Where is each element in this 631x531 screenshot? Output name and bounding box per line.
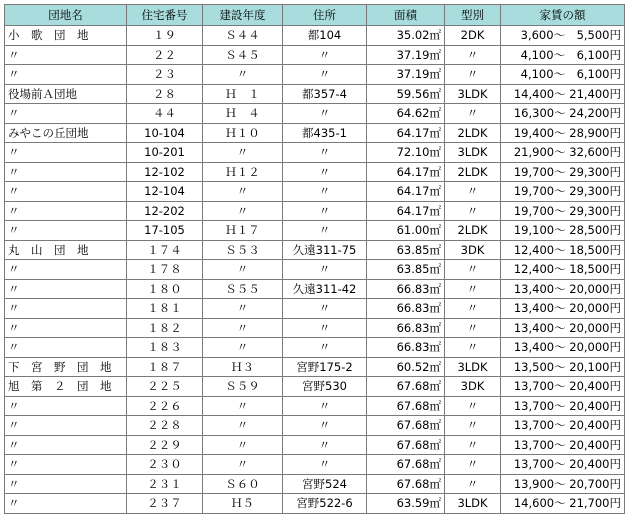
construction-year-cell: Ｓ４４ bbox=[203, 26, 283, 46]
construction-year-cell: 〃 bbox=[203, 416, 283, 436]
layout-type-cell: 〃 bbox=[445, 416, 501, 436]
unit-number-cell: 12-104 bbox=[127, 182, 203, 202]
unit-number-cell: ２３０ bbox=[127, 455, 203, 475]
floor-area-cell: 59.56㎡ bbox=[367, 84, 445, 104]
estate-name-cell: 〃 bbox=[5, 338, 127, 358]
floor-area-cell: 37.19㎡ bbox=[367, 45, 445, 65]
unit-number-cell: ２８ bbox=[127, 84, 203, 104]
unit-number-cell: １８７ bbox=[127, 357, 203, 377]
table-row bbox=[5, 182, 625, 202]
table-row bbox=[5, 416, 625, 436]
rent-amount-cell: 13,400～ 20,000円 bbox=[501, 279, 625, 299]
layout-type-cell: 3LDK bbox=[445, 494, 501, 514]
unit-number-cell: ４４ bbox=[127, 104, 203, 124]
rent-amount-cell: 13,400～ 20,000円 bbox=[501, 318, 625, 338]
floor-area-cell: 61.00㎡ bbox=[367, 221, 445, 241]
table-row bbox=[5, 318, 625, 338]
rent-amount-cell: 16,300～ 24,200円 bbox=[501, 104, 625, 124]
table-row bbox=[5, 260, 625, 280]
rent-amount-cell: 19,700～ 29,300円 bbox=[501, 182, 625, 202]
construction-year-cell: Ｈ１２ bbox=[203, 162, 283, 182]
construction-year-cell: Ｈ１７ bbox=[203, 221, 283, 241]
unit-number-cell: 12-202 bbox=[127, 201, 203, 221]
floor-area-cell: 64.17㎡ bbox=[367, 201, 445, 221]
rent-amount-cell: 13,700～ 20,400円 bbox=[501, 396, 625, 416]
floor-area-cell: 66.83㎡ bbox=[367, 318, 445, 338]
estate-name-cell: 〃 bbox=[5, 260, 127, 280]
unit-number-cell: ２２８ bbox=[127, 416, 203, 436]
floor-area-cell: 72.10㎡ bbox=[367, 143, 445, 163]
unit-number-cell: １８２ bbox=[127, 318, 203, 338]
layout-type-cell: 3DK bbox=[445, 377, 501, 397]
unit-number-cell: ２３７ bbox=[127, 494, 203, 514]
address-cell: 宮野175-2 bbox=[283, 357, 367, 377]
address-cell: 宮野530 bbox=[283, 377, 367, 397]
unit-number-cell: １８０ bbox=[127, 279, 203, 299]
address-cell: 〃 bbox=[283, 435, 367, 455]
construction-year-cell: 〃 bbox=[203, 299, 283, 319]
rent-amount-cell: 13,400～ 20,000円 bbox=[501, 338, 625, 358]
layout-type-cell: 3DK bbox=[445, 240, 501, 260]
table-row bbox=[5, 201, 625, 221]
construction-year-cell: Ｈ５ bbox=[203, 494, 283, 514]
estate-name-cell: 〃 bbox=[5, 416, 127, 436]
unit-number-cell: ２２９ bbox=[127, 435, 203, 455]
layout-type-cell: 2DK bbox=[445, 26, 501, 46]
table-row bbox=[5, 299, 625, 319]
layout-type-cell: 〃 bbox=[445, 338, 501, 358]
header-construction-year: 建設年度 bbox=[203, 5, 283, 26]
rent-amount-cell: 19,100～ 28,500円 bbox=[501, 221, 625, 241]
address-cell: 〃 bbox=[283, 162, 367, 182]
unit-number-cell: 10-104 bbox=[127, 123, 203, 143]
unit-number-cell: １７８ bbox=[127, 260, 203, 280]
table-row bbox=[5, 240, 625, 260]
unit-number-cell: ２３１ bbox=[127, 474, 203, 494]
unit-number-cell: 17-105 bbox=[127, 221, 203, 241]
housing-table-container bbox=[4, 4, 625, 514]
layout-type-cell: 〃 bbox=[445, 396, 501, 416]
header-row bbox=[5, 5, 625, 26]
construction-year-cell: Ｓ５９ bbox=[203, 377, 283, 397]
floor-area-cell: 64.17㎡ bbox=[367, 123, 445, 143]
construction-year-cell: 〃 bbox=[203, 65, 283, 85]
construction-year-cell: Ｈ ４ bbox=[203, 104, 283, 124]
construction-year-cell: Ｓ４５ bbox=[203, 45, 283, 65]
unit-number-cell: ２３ bbox=[127, 65, 203, 85]
unit-number-cell: １８３ bbox=[127, 338, 203, 358]
address-cell: 〃 bbox=[283, 221, 367, 241]
construction-year-cell: 〃 bbox=[203, 455, 283, 475]
floor-area-cell: 66.83㎡ bbox=[367, 279, 445, 299]
table-row bbox=[5, 435, 625, 455]
unit-number-cell: ２２ bbox=[127, 45, 203, 65]
address-cell: 都357-4 bbox=[283, 84, 367, 104]
address-cell: 宮野524 bbox=[283, 474, 367, 494]
rent-amount-cell: 19,700～ 29,300円 bbox=[501, 162, 625, 182]
floor-area-cell: 66.83㎡ bbox=[367, 338, 445, 358]
header-floor-area: 面積 bbox=[367, 5, 445, 26]
estate-name-cell: 〃 bbox=[5, 435, 127, 455]
table-row bbox=[5, 104, 625, 124]
rent-amount-cell: 21,900～ 32,600円 bbox=[501, 143, 625, 163]
construction-year-cell: 〃 bbox=[203, 318, 283, 338]
layout-type-cell: 〃 bbox=[445, 299, 501, 319]
table-row bbox=[5, 279, 625, 299]
estate-name-cell: 〃 bbox=[5, 182, 127, 202]
rent-amount-cell: 13,700～ 20,400円 bbox=[501, 377, 625, 397]
floor-area-cell: 37.19㎡ bbox=[367, 65, 445, 85]
construction-year-cell: 〃 bbox=[203, 260, 283, 280]
housing-rent-table bbox=[4, 4, 625, 514]
unit-number-cell: ２２６ bbox=[127, 396, 203, 416]
address-cell: 都104 bbox=[283, 26, 367, 46]
table-row bbox=[5, 65, 625, 85]
address-cell: 〃 bbox=[283, 455, 367, 475]
header-layout-type: 型別 bbox=[445, 5, 501, 26]
estate-name-cell: 〃 bbox=[5, 221, 127, 241]
construction-year-cell: 〃 bbox=[203, 435, 283, 455]
unit-number-cell: １８１ bbox=[127, 299, 203, 319]
rent-amount-cell: 4,100～ 6,100円 bbox=[501, 45, 625, 65]
unit-number-cell: 12-102 bbox=[127, 162, 203, 182]
rent-amount-cell: 4,100～ 6,100円 bbox=[501, 65, 625, 85]
layout-type-cell: 〃 bbox=[445, 65, 501, 85]
table-row bbox=[5, 162, 625, 182]
table-row bbox=[5, 494, 625, 514]
layout-type-cell: 〃 bbox=[445, 455, 501, 475]
address-cell: 〃 bbox=[283, 201, 367, 221]
construction-year-cell: Ｓ５３ bbox=[203, 240, 283, 260]
table-row bbox=[5, 45, 625, 65]
estate-name-cell: 役場前Ａ団地 bbox=[5, 84, 127, 104]
floor-area-cell: 67.68㎡ bbox=[367, 455, 445, 475]
table-row bbox=[5, 474, 625, 494]
header-unit-number: 住宅番号 bbox=[127, 5, 203, 26]
unit-number-cell: １７４ bbox=[127, 240, 203, 260]
address-cell: 〃 bbox=[283, 318, 367, 338]
estate-name-cell: 〃 bbox=[5, 455, 127, 475]
table-row bbox=[5, 84, 625, 104]
construction-year-cell: Ｓ５５ bbox=[203, 279, 283, 299]
layout-type-cell: 2LDK bbox=[445, 123, 501, 143]
estate-name-cell: 小 歌 団 地 bbox=[5, 26, 127, 46]
estate-name-cell: 下 宮 野 団 地 bbox=[5, 357, 127, 377]
floor-area-cell: 64.62㎡ bbox=[367, 104, 445, 124]
table-row bbox=[5, 377, 625, 397]
layout-type-cell: 〃 bbox=[445, 318, 501, 338]
table-row bbox=[5, 357, 625, 377]
table-row bbox=[5, 396, 625, 416]
construction-year-cell: 〃 bbox=[203, 338, 283, 358]
construction-year-cell: Ｈ３ bbox=[203, 357, 283, 377]
construction-year-cell: 〃 bbox=[203, 182, 283, 202]
rent-amount-cell: 13,900～ 20,700円 bbox=[501, 474, 625, 494]
unit-number-cell: ２２５ bbox=[127, 377, 203, 397]
rent-amount-cell: 19,700～ 29,300円 bbox=[501, 201, 625, 221]
rent-amount-cell: 14,400～ 21,400円 bbox=[501, 84, 625, 104]
estate-name-cell: みやこの丘団地 bbox=[5, 123, 127, 143]
table-row bbox=[5, 123, 625, 143]
estate-name-cell: 〃 bbox=[5, 396, 127, 416]
address-cell: 〃 bbox=[283, 416, 367, 436]
estate-name-cell: 〃 bbox=[5, 143, 127, 163]
floor-area-cell: 63.59㎡ bbox=[367, 494, 445, 514]
layout-type-cell: 3LDK bbox=[445, 84, 501, 104]
address-cell: 久遠311-75 bbox=[283, 240, 367, 260]
estate-name-cell: 〃 bbox=[5, 299, 127, 319]
floor-area-cell: 67.68㎡ bbox=[367, 416, 445, 436]
header-address: 住所 bbox=[283, 5, 367, 26]
floor-area-cell: 35.02㎡ bbox=[367, 26, 445, 46]
floor-area-cell: 64.17㎡ bbox=[367, 182, 445, 202]
floor-area-cell: 67.68㎡ bbox=[367, 435, 445, 455]
layout-type-cell: 〃 bbox=[445, 474, 501, 494]
rent-amount-cell: 13,700～ 20,400円 bbox=[501, 455, 625, 475]
address-cell: 宮野522-6 bbox=[283, 494, 367, 514]
estate-name-cell: 丸 山 団 地 bbox=[5, 240, 127, 260]
estate-name-cell: 〃 bbox=[5, 104, 127, 124]
rent-amount-cell: 19,400～ 28,900円 bbox=[501, 123, 625, 143]
estate-name-cell: 〃 bbox=[5, 494, 127, 514]
layout-type-cell: 3LDK bbox=[445, 357, 501, 377]
estate-name-cell: 〃 bbox=[5, 201, 127, 221]
address-cell: 〃 bbox=[283, 338, 367, 358]
header-rent-amount: 家賃の額 bbox=[501, 5, 625, 26]
construction-year-cell: 〃 bbox=[203, 143, 283, 163]
construction-year-cell: Ｓ６０ bbox=[203, 474, 283, 494]
rent-amount-cell: 13,700～ 20,400円 bbox=[501, 435, 625, 455]
construction-year-cell: Ｈ１０ bbox=[203, 123, 283, 143]
layout-type-cell: 2LDK bbox=[445, 162, 501, 182]
floor-area-cell: 64.17㎡ bbox=[367, 162, 445, 182]
address-cell: 〃 bbox=[283, 299, 367, 319]
address-cell: 〃 bbox=[283, 143, 367, 163]
rent-amount-cell: 13,400～ 20,000円 bbox=[501, 299, 625, 319]
construction-year-cell: Ｈ １ bbox=[203, 84, 283, 104]
layout-type-cell: 〃 bbox=[445, 279, 501, 299]
table-row bbox=[5, 26, 625, 46]
table-body bbox=[5, 26, 625, 514]
floor-area-cell: 66.83㎡ bbox=[367, 299, 445, 319]
rent-amount-cell: 12,400～ 18,500円 bbox=[501, 240, 625, 260]
layout-type-cell: 〃 bbox=[445, 182, 501, 202]
construction-year-cell: 〃 bbox=[203, 396, 283, 416]
floor-area-cell: 67.68㎡ bbox=[367, 377, 445, 397]
layout-type-cell: 3LDK bbox=[445, 143, 501, 163]
table-row bbox=[5, 221, 625, 241]
unit-number-cell: 10-201 bbox=[127, 143, 203, 163]
estate-name-cell: 〃 bbox=[5, 474, 127, 494]
layout-type-cell: 2LDK bbox=[445, 221, 501, 241]
address-cell: 〃 bbox=[283, 182, 367, 202]
estate-name-cell: 旭 第 ２ 団 地 bbox=[5, 377, 127, 397]
address-cell: 久遠311-42 bbox=[283, 279, 367, 299]
address-cell: 都435-1 bbox=[283, 123, 367, 143]
layout-type-cell: 〃 bbox=[445, 435, 501, 455]
address-cell: 〃 bbox=[283, 65, 367, 85]
estate-name-cell: 〃 bbox=[5, 318, 127, 338]
table-row bbox=[5, 338, 625, 358]
address-cell: 〃 bbox=[283, 45, 367, 65]
table-row bbox=[5, 455, 625, 475]
rent-amount-cell: 12,400～ 18,500円 bbox=[501, 260, 625, 280]
layout-type-cell: 〃 bbox=[445, 45, 501, 65]
address-cell: 〃 bbox=[283, 396, 367, 416]
unit-number-cell: １９ bbox=[127, 26, 203, 46]
estate-name-cell: 〃 bbox=[5, 65, 127, 85]
estate-name-cell: 〃 bbox=[5, 45, 127, 65]
layout-type-cell: 〃 bbox=[445, 201, 501, 221]
floor-area-cell: 63.85㎡ bbox=[367, 240, 445, 260]
layout-type-cell: 〃 bbox=[445, 104, 501, 124]
construction-year-cell: 〃 bbox=[203, 201, 283, 221]
layout-type-cell: 〃 bbox=[445, 260, 501, 280]
estate-name-cell: 〃 bbox=[5, 162, 127, 182]
floor-area-cell: 63.85㎡ bbox=[367, 260, 445, 280]
rent-amount-cell: 13,700～ 20,400円 bbox=[501, 416, 625, 436]
address-cell: 〃 bbox=[283, 104, 367, 124]
estate-name-cell: 〃 bbox=[5, 279, 127, 299]
rent-amount-cell: 3,600～ 5,500円 bbox=[501, 26, 625, 46]
rent-amount-cell: 13,500～ 20,100円 bbox=[501, 357, 625, 377]
floor-area-cell: 60.52㎡ bbox=[367, 357, 445, 377]
rent-amount-cell: 14,600～ 21,700円 bbox=[501, 494, 625, 514]
header-estate-name: 団地名 bbox=[5, 5, 127, 26]
floor-area-cell: 67.68㎡ bbox=[367, 474, 445, 494]
table-row bbox=[5, 143, 625, 163]
address-cell: 〃 bbox=[283, 260, 367, 280]
floor-area-cell: 67.68㎡ bbox=[367, 396, 445, 416]
